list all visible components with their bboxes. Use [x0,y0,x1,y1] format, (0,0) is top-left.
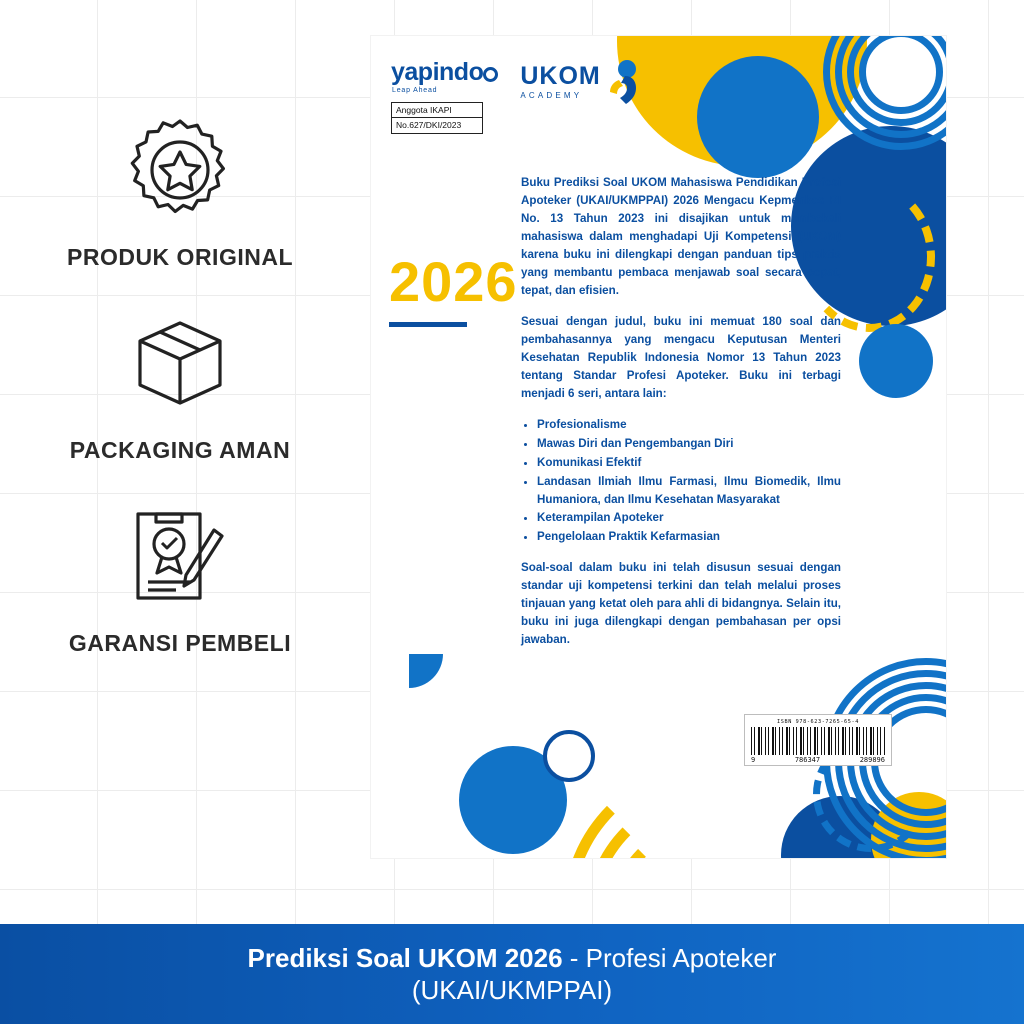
decor-blue-circle-top [697,56,819,178]
year-text: 2026 [389,250,518,313]
feature-label: PRODUK ORIGINAL [67,244,293,270]
decor-blue-quarter-left [409,654,443,688]
barcode-digit-group-2: 289896 [859,756,885,764]
isbn-barcode [744,714,892,766]
decor-outline-circle-bottom [543,730,595,782]
publisher-tagline: Leap Ahead [392,87,438,94]
academy-sub: ACADEMY [520,91,583,100]
feature-item [0,110,360,271]
series-item: • Komunikasi Efektif [537,454,841,472]
academy-name: UKOM [520,62,601,90]
publisher-name [391,60,498,85]
feature-label: GARANSI PEMBELI [68,630,292,656]
publisher-logo [391,60,498,134]
barcode-bars [751,727,885,755]
academy-figure-icon [605,60,639,104]
feature-label: PACKAGING AMAN [69,437,291,463]
caption-bar [0,924,1024,1024]
ikapi-badge [391,102,483,134]
barcode-digit-left: 9 [751,756,756,764]
caption-line-2: (UKAI/UKMPPAI) [411,974,613,1005]
publisher-name-text: yapindo [391,58,484,86]
barcode-digit-group-1: 786347 [794,756,821,764]
caption-title-bold: Prediksi Soal UKOM 2026 [247,943,563,974]
cover-year [389,250,518,327]
decor-blue-circle-right [859,324,933,398]
publisher-dot-icon [483,67,498,82]
series-item: • Landasan Ilmiah Ilmu Farmasi, Ilmu Biomedik, Ilmu Humaniora, dan Ilmu Kesehatan Masyarakat [537,473,841,509]
cover-logos [391,60,639,134]
caption-line-1 [248,942,777,975]
blurb-paragraph-1: Buku Prediksi Soal UKOM Mahasiswa Pendidikan Profesi Apoteker (UKAI/UKMPPAI) 2026 Mengacu Kepmenkes RI No. 13 Tahun 2023 ini disajikan untuk membekali mahasiswa dalam menghadapi Uji Kompetensi (UKOM) karena buku ini dilengkapi dengan panduan tips praktis yang membantu pembaca menjawab soal secara cepat, tepat, dan efisien. [521,176,841,297]
ikapi-line-1: Anggota IKAPI [392,103,482,118]
book-cover [371,36,946,858]
ikapi-line-2: No.627/DKI/2023 [396,120,462,131]
series-item: • Pengelolaan Praktik Kefarmasian [537,528,841,546]
series-list [537,416,841,547]
badge-star-icon [120,110,240,230]
blurb-paragraph-2: Sesuai dengan judul, buku ini memuat 180 soal dan pembahasannya yang mengacu Keputusan Menteri Kesehatan Republik Indonesia Nomor 13 Tahun 2023 tentang Standar Profesi Apoteker. Buku ini terbagi menjadi 6 seri, antara lain: [521,314,841,400]
isbn-number: ISBN 978-623-7265-65-4 [777,719,859,725]
certificate-pen-icon [120,496,240,616]
barcode-digits [751,756,885,764]
feature-item [0,303,360,464]
series-item: • Keterampilan Apoteker [537,509,841,527]
box-package-icon [120,303,240,423]
year-underline [389,322,467,327]
series-item: • Mawas Diri dan Pengembangan Diri [537,435,841,453]
academy-logo [520,60,638,104]
series-item: • Profesionalisme [537,416,841,434]
academy-text [520,64,600,100]
blurb-closing: Soal-soal dalam buku ini telah disusun sesuai dengan standar uji kompetensi terkini dan telah melalui proses tinjauan yang ketat oleh para ahli di bidangnya. Selain itu, buku ini juga dilengkapi dengan pembahasan per opsi jawaban. [521,561,841,647]
cover-blurb [521,174,841,662]
feature-list [0,110,360,689]
feature-item [0,496,360,657]
caption-title-rest: - Profesi Apoteker [562,943,777,974]
